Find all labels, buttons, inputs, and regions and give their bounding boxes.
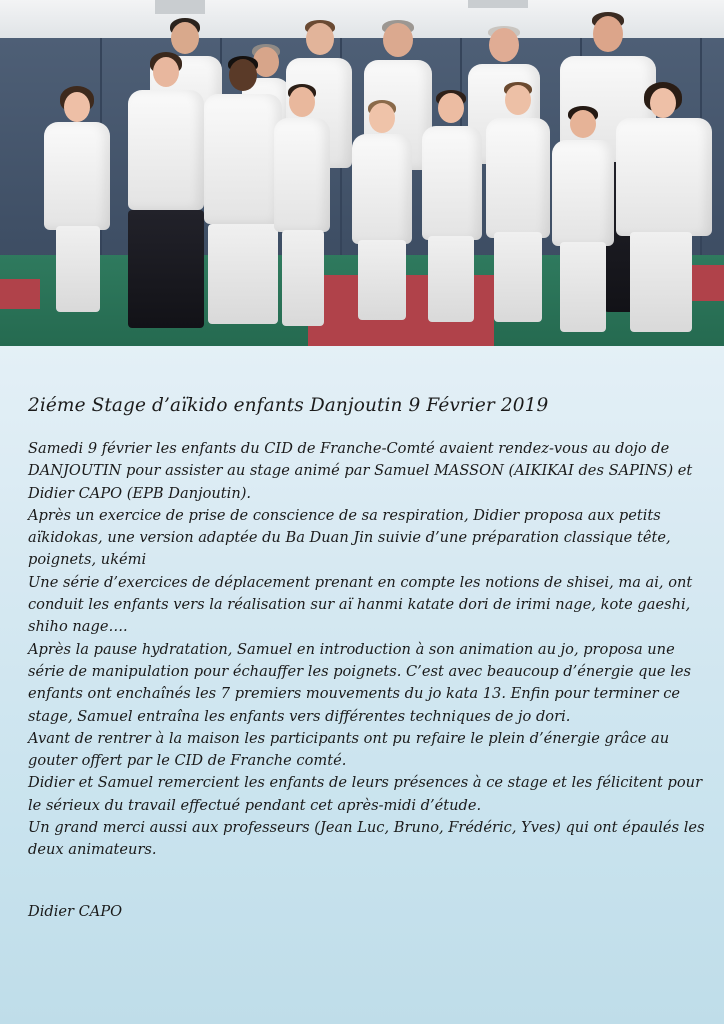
- article-title: 2iéme Stage d’aïkido enfants Danjoutin 9 Février 2019: [28, 395, 549, 416]
- article-paragraph: Un grand merci aussi aux professeurs (Jean Luc, Bruno, Frédéric, Yves) qui ont épaulés les deux animateurs.: [28, 819, 705, 859]
- article-paragraph: Après la pause hydratation, Samuel en introduction à son animation au jo, proposa une série de manipulation pour échauffer les poignets. C’est avec beaucoup d’énergie que les enfants ont enchaînés les 7 premiers mouvements du jo kata 13. Enfin pour terminer ce stage, Samuel entraîna les enfants vers différentes techniques de jo dori.: [28, 640, 691, 725]
- article-paragraph: Après un exercice de prise de conscience de sa respiration, Didier proposa aux petits aïkidokas, une version adaptée du Ba Duan Jin suivie d’une préparation classique tête, poignets, ukémi: [28, 506, 671, 569]
- group-photo: [0, 0, 724, 346]
- article-paragraph: Une série d’exercices de déplacement prenant en compte les notions de shisei, ma ai, ont conduit les enfants vers la réalisation sur aï hanmi katate dori de irimi nage, kote gaeshi, shiho nage….: [28, 573, 693, 636]
- article-paragraph: Samedi 9 février les enfants du CID de Franche-Comté avaient rendez-vous au dojo de DANJOUTIN pour assister au stage animé par Samuel MASSON (AIKIKAI des SAPINS) et Didier CAPO (EPB Danjoutin).: [28, 440, 693, 502]
- article-signature: Didier CAPO: [28, 903, 123, 920]
- article-paragraph: Didier et Samuel remercient les enfants de leurs présences à ce stage et les félicitent pour le sérieux du travail effectué pendant cet après-midi d’étude.: [28, 774, 703, 814]
- article-paragraph: Avant de rentrer à la maison les participants ont pu refaire le plein d’énergie grâce au gouter offert par le CID de Franche comté.: [28, 729, 670, 770]
- article: [28, 394, 708, 862]
